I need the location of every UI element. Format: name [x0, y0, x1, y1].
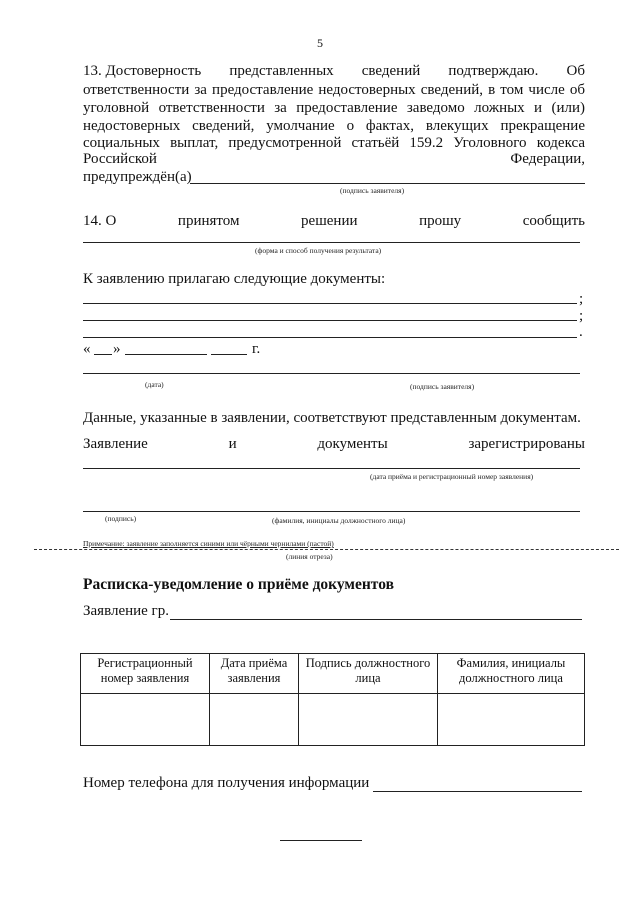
year-line[interactable] — [211, 354, 247, 355]
note: Примечание: заявление заполняется синими или чёрными чернилами (пастой) — [83, 539, 334, 548]
attachment-line-3[interactable] — [83, 337, 577, 338]
phone-line[interactable] — [373, 791, 582, 792]
item-13-line3: уголовной ответственности за предоставление заведомо ложных и (или) — [83, 100, 585, 116]
page-number: 5 — [317, 36, 323, 50]
word: Об — [566, 63, 585, 79]
item-13-line2: ответственности за предоставление недостоверных сведений, в том числе об — [83, 82, 585, 98]
caption-applicant-signature: (подпись заявителя) — [340, 186, 405, 195]
item-13-line5: социальных выплат, предусмотренной статьёй 159.2 Уголовного кодекса — [83, 135, 585, 151]
signature-line[interactable] — [190, 183, 585, 184]
end-separator — [280, 840, 362, 841]
date-signature-line[interactable] — [83, 373, 580, 374]
table-header-row — [81, 654, 585, 694]
caption-official: (фамилия, инициалы должностного лица) — [272, 516, 406, 525]
attachments-heading: К заявлению прилагаю следующие документы: — [83, 271, 386, 287]
header-date: Дата приёма заявления — [210, 654, 299, 694]
word: 14. О — [83, 213, 117, 229]
word: Российской — [83, 151, 157, 167]
cell-signature[interactable] — [299, 694, 438, 746]
word: принятом — [177, 213, 240, 229]
item-13-line4: недостоверных сведений, умолчание о фактах, влекущих прекращение — [83, 118, 585, 134]
caption-registration: (дата приёма и регистрационный номер заявления) — [370, 472, 534, 481]
day-line[interactable] — [94, 354, 112, 355]
attachment-end-1: ; — [579, 291, 584, 307]
word: 13. Достоверность — [83, 63, 202, 79]
caption-date: (дата) — [145, 380, 164, 389]
attachment-end-2: ; — [579, 308, 584, 324]
cell-reg-number[interactable] — [81, 694, 210, 746]
word: подтверждаю. — [448, 63, 539, 79]
word: Заявление — [83, 436, 148, 452]
header-reg-number: Регистрационный номер заявления — [81, 654, 210, 694]
quote-close: » — [113, 341, 121, 357]
word: сведений — [361, 63, 421, 79]
result-form-line[interactable] — [83, 242, 580, 243]
receipt-table — [80, 653, 585, 746]
caption-signature: (подпись заявителя) — [410, 382, 475, 391]
header-official-name: Фамилия, инициалы должностного лица — [438, 654, 585, 694]
cut-line — [34, 549, 619, 550]
official-line[interactable] — [83, 511, 580, 512]
word: зарегистрированы — [468, 436, 585, 452]
applicant-label: Заявление гр. — [83, 603, 169, 619]
word: Федерации, — [510, 151, 585, 167]
cell-date[interactable] — [210, 694, 299, 746]
word: решении — [301, 213, 358, 229]
cut-label: (линия отреза) — [286, 552, 333, 561]
word: документы — [317, 436, 388, 452]
registered-line — [83, 436, 585, 453]
attachment-line-1[interactable] — [83, 303, 577, 304]
item-13-line1 — [83, 63, 585, 80]
month-line[interactable] — [125, 354, 207, 355]
cell-official-name[interactable] — [438, 694, 585, 746]
word: прошу — [419, 213, 462, 229]
conformity-text: Данные, указанные в заявлении, соответствуют представленным документам. — [83, 410, 581, 426]
attachment-end-3: . — [579, 324, 583, 340]
table-row — [81, 694, 585, 746]
applicant-line[interactable] — [170, 619, 582, 620]
registration-line[interactable] — [83, 468, 580, 469]
attachment-line-2[interactable] — [83, 320, 577, 321]
quote-open: « — [83, 341, 91, 357]
warned-label: предупреждён(а) — [83, 169, 192, 185]
year-suffix: г. — [252, 341, 261, 357]
item-13-line6 — [83, 151, 585, 168]
caption-sign: (подпись) — [105, 514, 137, 523]
receipt-title: Расписка-уведомление о приёме документов — [83, 576, 394, 593]
caption-result-form: (форма и способ получения результата) — [255, 246, 382, 255]
item-14-line — [83, 213, 585, 230]
header-signature: Подпись должностного лица — [299, 654, 438, 694]
word: сообщить — [522, 213, 585, 229]
word: и — [228, 436, 237, 452]
phone-label: Номер телефона для получения информации — [83, 775, 370, 791]
word: представленных — [229, 63, 334, 79]
